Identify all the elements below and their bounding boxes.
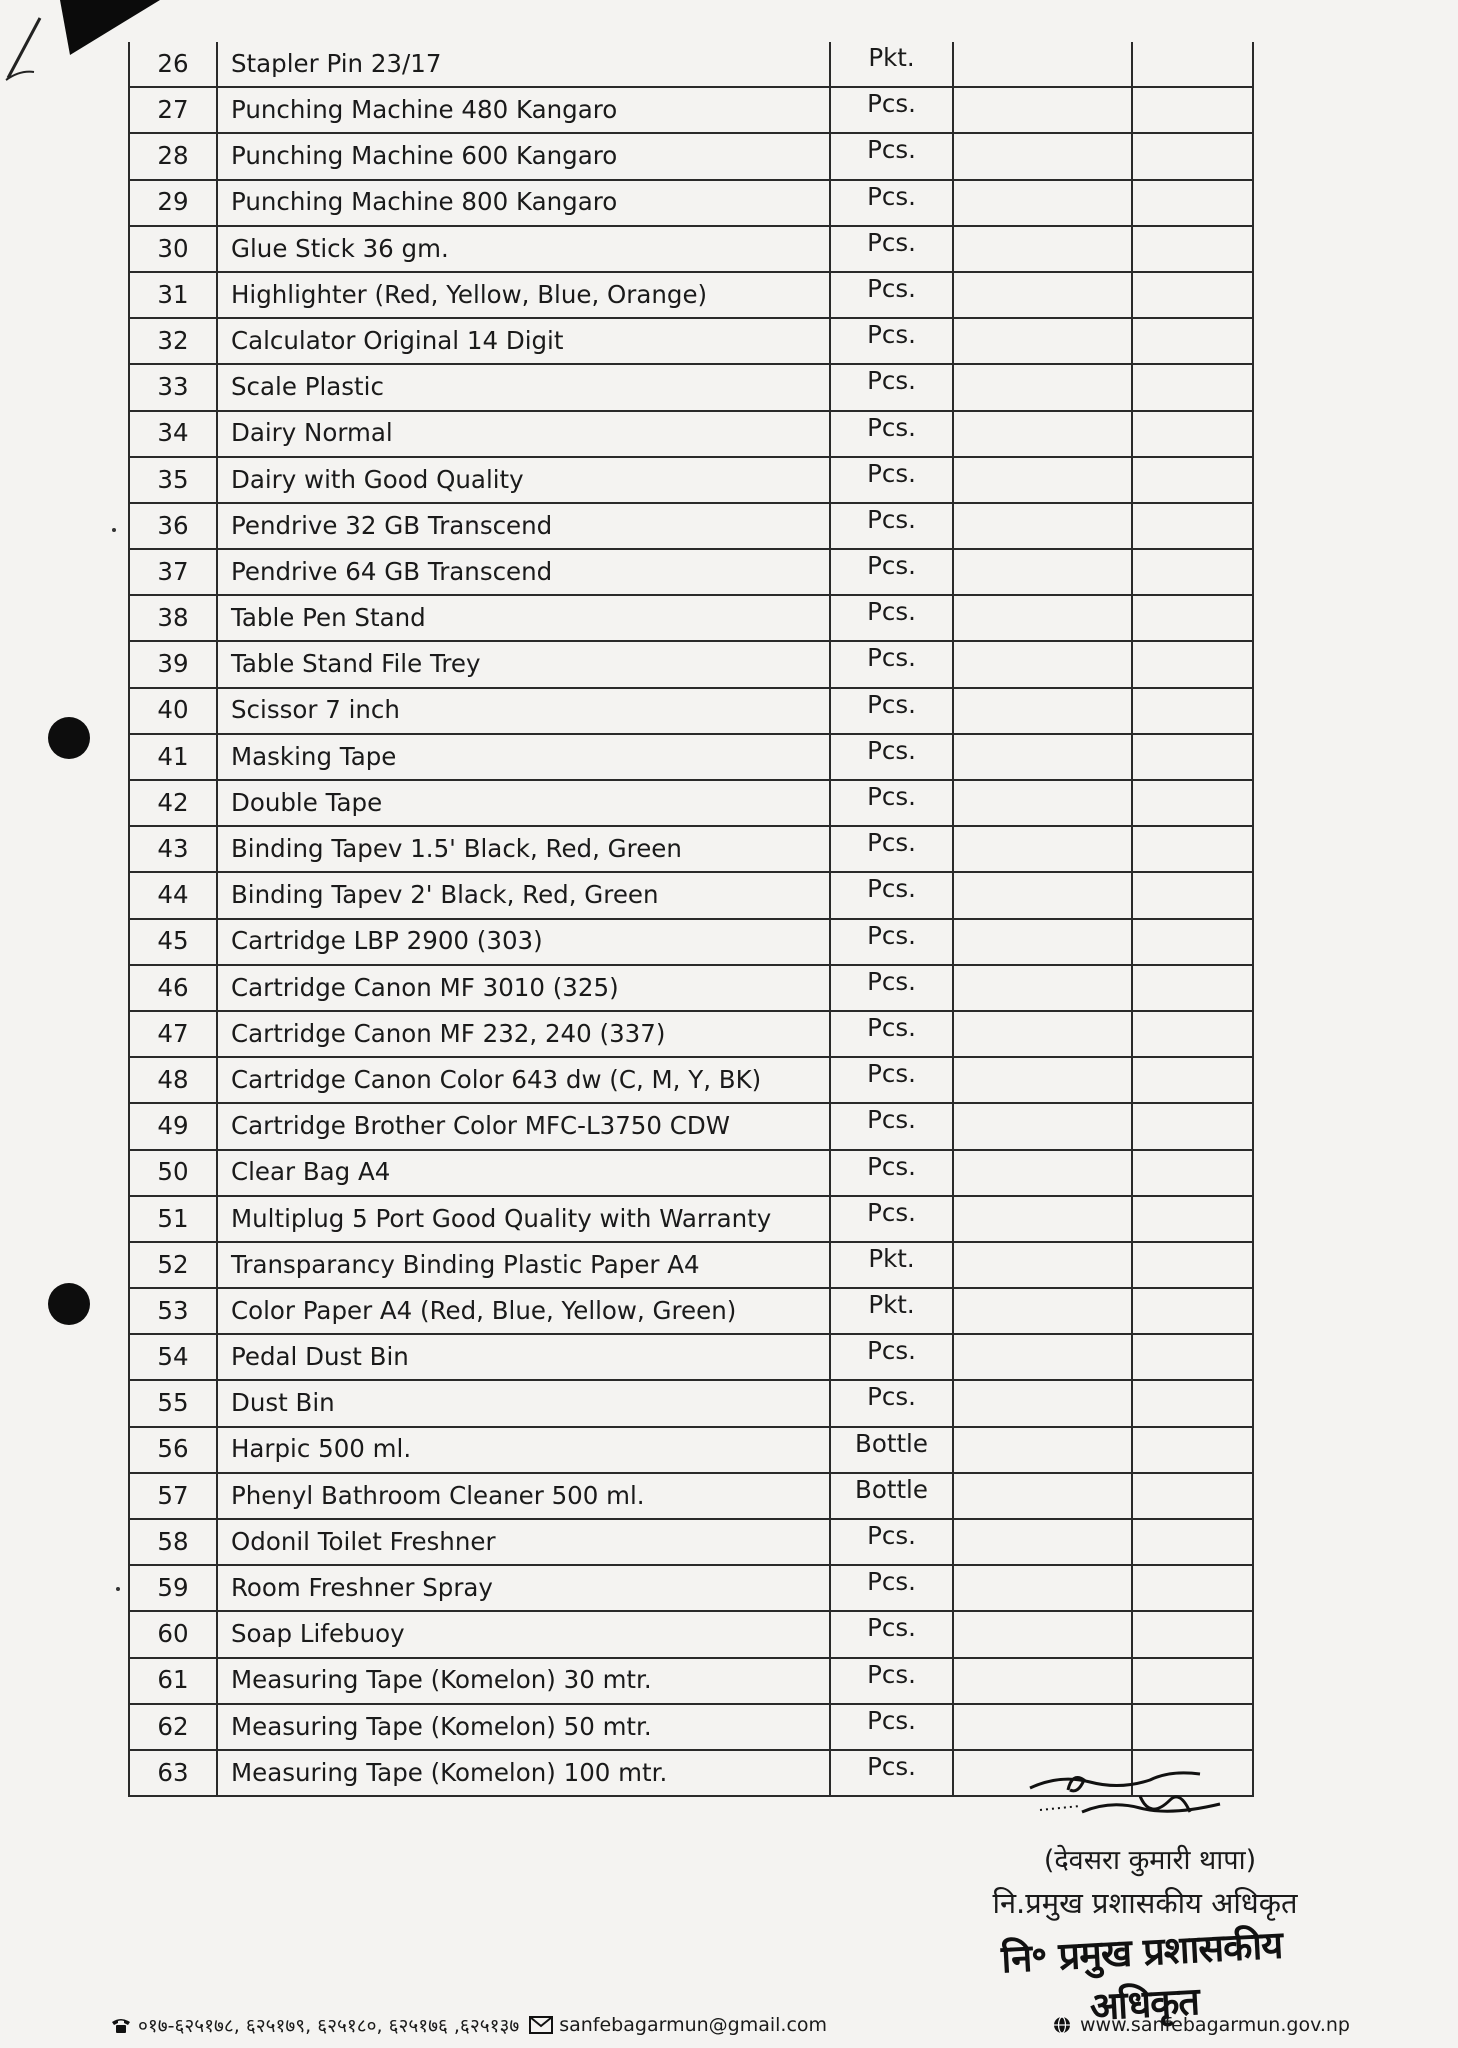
item-unit: Pcs.	[830, 411, 953, 457]
empty-cell	[1132, 734, 1253, 780]
item-unit: Pcs.	[830, 1150, 953, 1196]
item-unit: Pcs.	[830, 780, 953, 826]
table-row	[129, 1611, 1253, 1657]
empty-cell	[1132, 919, 1253, 965]
empty-cell	[1132, 1288, 1253, 1334]
item-unit: Pcs.	[830, 503, 953, 549]
table-row	[129, 364, 1253, 410]
item-number: 48	[129, 1057, 217, 1103]
empty-cell	[1132, 688, 1253, 734]
table-row	[129, 1704, 1253, 1750]
empty-cell	[953, 457, 1132, 503]
empty-cell	[953, 133, 1132, 179]
item-number: 31	[129, 272, 217, 318]
table-row	[129, 42, 1253, 87]
item-unit: Pcs.	[830, 1565, 953, 1611]
empty-cell	[1132, 1334, 1253, 1380]
item-number: 51	[129, 1196, 217, 1242]
item-number: 33	[129, 364, 217, 410]
item-description: Multiplug 5 Port Good Quality with Warranty	[217, 1196, 830, 1242]
item-unit: Pcs.	[830, 318, 953, 364]
item-number: 43	[129, 826, 217, 872]
item-number: 35	[129, 457, 217, 503]
item-unit: Bottle	[830, 1473, 953, 1519]
empty-cell	[953, 1011, 1132, 1057]
item-number: 49	[129, 1103, 217, 1149]
item-number: 28	[129, 133, 217, 179]
handwritten-signature	[1020, 1760, 1230, 1832]
table-row	[129, 1427, 1253, 1473]
item-description: Dust Bin	[217, 1380, 830, 1426]
table-row	[129, 780, 1253, 826]
item-description: Room Freshner Spray	[217, 1565, 830, 1611]
empty-cell	[1132, 595, 1253, 641]
item-description: Color Paper A4 (Red, Blue, Yellow, Green)	[217, 1288, 830, 1334]
item-number: 46	[129, 965, 217, 1011]
empty-cell	[1132, 1427, 1253, 1473]
table-row	[129, 595, 1253, 641]
empty-cell	[1132, 1704, 1253, 1750]
item-description: Double Tape	[217, 780, 830, 826]
empty-cell	[953, 180, 1132, 226]
empty-cell	[1132, 1565, 1253, 1611]
table-row	[129, 226, 1253, 272]
table-row	[129, 641, 1253, 687]
empty-cell	[1132, 503, 1253, 549]
empty-cell	[953, 42, 1132, 87]
empty-cell	[1132, 641, 1253, 687]
item-description: Cartridge Brother Color MFC-L3750 CDW	[217, 1103, 830, 1149]
table-row	[129, 1150, 1253, 1196]
item-number: 42	[129, 780, 217, 826]
empty-cell	[953, 411, 1132, 457]
empty-cell	[953, 503, 1132, 549]
empty-cell	[953, 318, 1132, 364]
item-number: 29	[129, 180, 217, 226]
item-unit: Pcs.	[830, 1011, 953, 1057]
empty-cell	[953, 1242, 1132, 1288]
table-row	[129, 272, 1253, 318]
item-description: Punching Machine 800 Kangaro	[217, 180, 830, 226]
item-unit: Pcs.	[830, 457, 953, 503]
table-row	[129, 457, 1253, 503]
item-number: 52	[129, 1242, 217, 1288]
footer-website	[1052, 2014, 1350, 2036]
empty-cell	[1132, 872, 1253, 918]
table-row	[129, 87, 1253, 133]
item-number: 45	[129, 919, 217, 965]
table-row	[129, 1057, 1253, 1103]
empty-cell	[953, 826, 1132, 872]
item-description: Soap Lifebuoy	[217, 1611, 830, 1657]
item-number: 37	[129, 549, 217, 595]
table-row	[129, 318, 1253, 364]
item-number: 59	[129, 1565, 217, 1611]
official-stamp: नि॰ प्रमुख प्रशासकीय अधिकृत	[1000, 1921, 1284, 2029]
empty-cell	[1132, 226, 1253, 272]
item-unit: Pcs.	[830, 226, 953, 272]
item-description: Pendrive 64 GB Transcend	[217, 549, 830, 595]
item-number: 61	[129, 1658, 217, 1704]
item-description: Binding Tapev 2' Black, Red, Green	[217, 872, 830, 918]
item-unit: Pcs.	[830, 364, 953, 410]
empty-cell	[1132, 965, 1253, 1011]
empty-cell	[953, 872, 1132, 918]
item-unit: Pcs.	[830, 1658, 953, 1704]
item-unit: Pkt.	[830, 1242, 953, 1288]
empty-cell	[953, 87, 1132, 133]
item-description: Cartridge Canon MF 3010 (325)	[217, 965, 830, 1011]
item-unit: Bottle	[830, 1427, 953, 1473]
item-unit: Pcs.	[830, 965, 953, 1011]
table-row	[129, 872, 1253, 918]
empty-cell	[953, 1611, 1132, 1657]
empty-cell	[1132, 42, 1253, 87]
table-row	[129, 688, 1253, 734]
envelope-icon	[529, 2016, 553, 2034]
item-unit: Pcs.	[830, 1519, 953, 1565]
empty-cell	[953, 364, 1132, 410]
empty-cell	[953, 1658, 1132, 1704]
item-unit: Pcs.	[830, 734, 953, 780]
item-unit: Pcs.	[830, 1057, 953, 1103]
empty-cell	[953, 1288, 1132, 1334]
item-description: Calculator Original 14 Digit	[217, 318, 830, 364]
item-description: Cartridge Canon Color 643 dw (C, M, Y, BK)	[217, 1057, 830, 1103]
empty-cell	[953, 1473, 1132, 1519]
item-description: Punching Machine 600 Kangaro	[217, 133, 830, 179]
table-row	[129, 1658, 1253, 1704]
item-description: Glue Stick 36 gm.	[217, 226, 830, 272]
empty-cell	[1132, 780, 1253, 826]
phone-numbers: ०१७-६२५१७८, ६२५१७९, ६२५१८०, ६२५१७६ ,६२५१३७	[138, 2015, 520, 2037]
empty-cell	[953, 919, 1132, 965]
empty-cell	[953, 1427, 1132, 1473]
item-description: Scale Plastic	[217, 364, 830, 410]
empty-cell	[953, 1196, 1132, 1242]
table-row	[129, 503, 1253, 549]
table-row	[129, 411, 1253, 457]
empty-cell	[953, 1704, 1132, 1750]
empty-cell	[1132, 1658, 1253, 1704]
item-number: 50	[129, 1150, 217, 1196]
item-number: 58	[129, 1519, 217, 1565]
table-row	[129, 734, 1253, 780]
empty-cell	[1132, 1519, 1253, 1565]
item-unit: Pcs.	[830, 1704, 953, 1750]
empty-cell	[1132, 826, 1253, 872]
item-number: 30	[129, 226, 217, 272]
empty-cell	[953, 1334, 1132, 1380]
empty-cell	[953, 1103, 1132, 1149]
item-number: 62	[129, 1704, 217, 1750]
empty-cell	[953, 1150, 1132, 1196]
item-description: Stapler Pin 23/17	[217, 42, 830, 87]
empty-cell	[953, 1565, 1132, 1611]
item-unit: Pcs.	[830, 826, 953, 872]
empty-cell	[953, 641, 1132, 687]
item-number: 57	[129, 1473, 217, 1519]
item-description: Measuring Tape (Komelon) 100 mtr.	[217, 1750, 830, 1796]
empty-cell	[1132, 1011, 1253, 1057]
item-description: Punching Machine 480 Kangaro	[217, 87, 830, 133]
table-row	[129, 919, 1253, 965]
empty-cell	[1132, 1103, 1253, 1149]
empty-cell	[953, 272, 1132, 318]
empty-cell	[1132, 1611, 1253, 1657]
item-number: 55	[129, 1380, 217, 1426]
item-number: 41	[129, 734, 217, 780]
empty-cell	[953, 780, 1132, 826]
item-unit: Pcs.	[830, 87, 953, 133]
item-number: 39	[129, 641, 217, 687]
empty-cell	[953, 1057, 1132, 1103]
punch-hole	[48, 1283, 90, 1325]
empty-cell	[1132, 411, 1253, 457]
item-number: 34	[129, 411, 217, 457]
item-description: Masking Tape	[217, 734, 830, 780]
item-number: 63	[129, 1750, 217, 1796]
empty-cell	[1132, 364, 1253, 410]
item-unit: Pkt.	[830, 1288, 953, 1334]
signatory-title: नि.प्रमुख प्रशासकीय अधिकृत	[992, 1886, 1298, 1920]
item-number: 44	[129, 872, 217, 918]
item-description: Highlighter (Red, Yellow, Blue, Orange)	[217, 272, 830, 318]
table-row	[129, 1380, 1253, 1426]
table-row	[129, 826, 1253, 872]
empty-cell	[1132, 549, 1253, 595]
item-unit: Pcs.	[830, 549, 953, 595]
punch-hole	[48, 717, 90, 759]
table-row	[129, 133, 1253, 179]
item-description: Phenyl Bathroom Cleaner 500 ml.	[217, 1473, 830, 1519]
item-number: 36	[129, 503, 217, 549]
empty-cell	[1132, 1242, 1253, 1288]
item-unit: Pcs.	[830, 272, 953, 318]
item-description: Table Pen Stand	[217, 595, 830, 641]
empty-cell	[953, 734, 1132, 780]
empty-cell	[953, 1380, 1132, 1426]
table-row	[129, 1565, 1253, 1611]
item-number: 26	[129, 42, 217, 87]
item-unit: Pcs.	[830, 1750, 953, 1796]
table-row	[129, 1334, 1253, 1380]
empty-cell	[1132, 1196, 1253, 1242]
empty-cell	[953, 226, 1132, 272]
item-unit: Pcs.	[830, 595, 953, 641]
item-description: Clear Bag A4	[217, 1150, 830, 1196]
table-row	[129, 1473, 1253, 1519]
table-row	[129, 1103, 1253, 1149]
table-row	[129, 965, 1253, 1011]
item-number: 27	[129, 87, 217, 133]
table-row	[129, 180, 1253, 226]
item-number: 53	[129, 1288, 217, 1334]
empty-cell	[1132, 272, 1253, 318]
item-description: Transparancy Binding Plastic Paper A4	[217, 1242, 830, 1288]
empty-cell	[1132, 1380, 1253, 1426]
empty-cell	[1132, 87, 1253, 133]
empty-cell	[953, 965, 1132, 1011]
item-number: 54	[129, 1334, 217, 1380]
item-unit: Pcs.	[830, 919, 953, 965]
item-number: 56	[129, 1427, 217, 1473]
item-number: 32	[129, 318, 217, 364]
item-description: Cartridge LBP 2900 (303)	[217, 919, 830, 965]
table-row	[129, 1242, 1253, 1288]
footer	[110, 2012, 1350, 2038]
empty-cell	[953, 549, 1132, 595]
empty-cell	[1132, 1473, 1253, 1519]
footer-email	[529, 2014, 827, 2036]
signatory-name: (देवसरा कुमारी थापा)	[1043, 1845, 1257, 1876]
item-number: 38	[129, 595, 217, 641]
scan-speck	[116, 1587, 120, 1591]
items-table	[128, 42, 1254, 1797]
item-unit: Pcs.	[830, 133, 953, 179]
table-row	[129, 1011, 1253, 1057]
item-unit: Pkt.	[830, 42, 953, 87]
empty-cell	[953, 595, 1132, 641]
table-row	[129, 1196, 1253, 1242]
item-unit: Pcs.	[830, 1611, 953, 1657]
empty-cell	[1132, 318, 1253, 364]
item-description: Pedal Dust Bin	[217, 1334, 830, 1380]
empty-cell	[1132, 133, 1253, 179]
item-description: Pendrive 32 GB Transcend	[217, 503, 830, 549]
empty-cell	[1132, 1057, 1253, 1103]
item-description: Measuring Tape (Komelon) 50 mtr.	[217, 1704, 830, 1750]
item-unit: Pcs.	[830, 1380, 953, 1426]
globe-icon	[1052, 2015, 1072, 2035]
phone-icon	[110, 2016, 132, 2034]
item-description: Harpic 500 ml.	[217, 1427, 830, 1473]
empty-cell	[1132, 180, 1253, 226]
footer-phone	[110, 2012, 519, 2038]
scan-speck	[112, 528, 116, 532]
item-unit: Pcs.	[830, 872, 953, 918]
item-unit: Pcs.	[830, 1103, 953, 1149]
item-description: Measuring Tape (Komelon) 30 mtr.	[217, 1658, 830, 1704]
item-description: Cartridge Canon MF 232, 240 (337)	[217, 1011, 830, 1057]
empty-cell	[1132, 1150, 1253, 1196]
item-number: 40	[129, 688, 217, 734]
item-description: Dairy Normal	[217, 411, 830, 457]
table-row	[129, 1288, 1253, 1334]
empty-cell	[953, 688, 1132, 734]
item-description: Table Stand File Trey	[217, 641, 830, 687]
item-unit: Pcs.	[830, 641, 953, 687]
item-description: Binding Tapev 1.5' Black, Red, Green	[217, 826, 830, 872]
item-unit: Pcs.	[830, 1196, 953, 1242]
item-number: 47	[129, 1011, 217, 1057]
item-description: Dairy with Good Quality	[217, 457, 830, 503]
item-unit: Pcs.	[830, 688, 953, 734]
empty-cell	[1132, 457, 1253, 503]
item-description: Odonil Toilet Freshner	[217, 1519, 830, 1565]
item-unit: Pcs.	[830, 1334, 953, 1380]
website-url[interactable]: www.sanfebagarmun.gov.np	[1080, 2014, 1350, 2036]
item-description: Scissor 7 inch	[217, 688, 830, 734]
table-row	[129, 549, 1253, 595]
item-number: 60	[129, 1611, 217, 1657]
table-row	[129, 1519, 1253, 1565]
item-unit: Pcs.	[830, 180, 953, 226]
empty-cell	[953, 1519, 1132, 1565]
email-address[interactable]: sanfebagarmun@gmail.com	[559, 2014, 828, 2036]
